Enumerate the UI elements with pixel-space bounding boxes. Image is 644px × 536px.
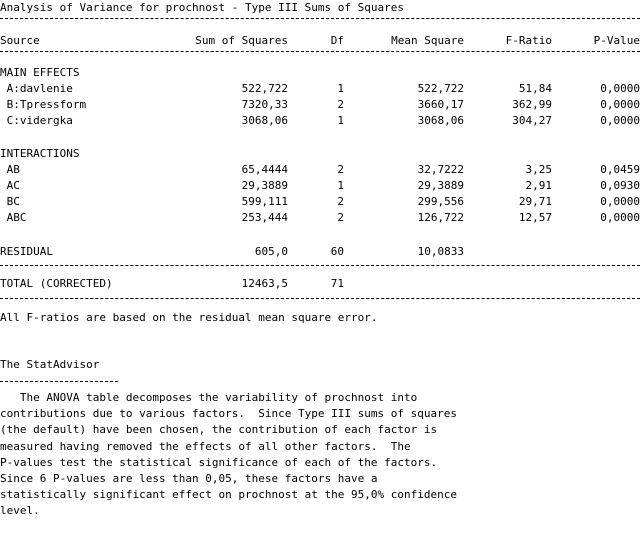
row-source: AB	[0, 163, 20, 176]
row-source: B:Tpressform	[0, 98, 87, 111]
main-effects-label: MAIN EFFECTS	[0, 66, 80, 79]
row-p-value: 0,0000	[600, 211, 640, 224]
total-divider	[0, 298, 640, 299]
row-mean-square: 3068,06	[417, 114, 464, 127]
row-f-ratio: 3,25	[525, 163, 552, 176]
header-df: Df	[330, 34, 344, 47]
row-f-ratio: 51,84	[518, 82, 552, 95]
row-df: 2	[337, 98, 344, 111]
title-divider	[0, 18, 640, 19]
footnote: All F-ratios are based on the residual mean square error.	[0, 311, 378, 324]
header-divider	[0, 51, 640, 52]
row-p-value: 0,0000	[600, 114, 640, 127]
row-sum-of-squares: 29,3889	[241, 179, 288, 192]
advisor-text-line: level.	[0, 504, 40, 517]
advisor-text-line: measured having removed the effects of all other factors. The	[0, 440, 411, 453]
row-sum-of-squares: 65,4444	[241, 163, 288, 176]
row-f-ratio: 12,57	[518, 211, 552, 224]
row-p-value: 0,0459	[600, 163, 640, 176]
advisor-text-line: P-values test the statistical significance of each of the factors.	[0, 456, 438, 469]
advisor-text-line: statistically significant effect on prochnost at the 95,0% confidence	[0, 488, 457, 501]
advisor-title: The StatAdvisor	[0, 358, 100, 371]
row-sum-of-squares: 253,444	[241, 211, 288, 224]
total-df: 71	[330, 277, 344, 290]
row-f-ratio: 362,99	[512, 98, 552, 111]
row-sum-of-squares: 7320,33	[241, 98, 288, 111]
row-sum-of-squares: 522,722	[241, 82, 288, 95]
row-sum-of-squares: 599,111	[241, 195, 288, 208]
row-f-ratio: 304,27	[512, 114, 552, 127]
advisor-text-line: contributions due to various factors. Since Type III sums of squares	[0, 407, 457, 420]
row-source: ABC	[0, 211, 27, 224]
row-p-value: 0,0930	[600, 179, 640, 192]
row-mean-square: 299,556	[417, 195, 464, 208]
header-p-value: P-Value	[593, 34, 640, 47]
advisor-text-line: Since 6 P-values are less than 0,05, these factors have a	[0, 472, 378, 485]
header-sum-of-squares: Sum of Squares	[195, 34, 288, 47]
residual-df: 60	[330, 245, 344, 258]
row-mean-square: 3660,17	[417, 98, 464, 111]
advisor-title-underline	[0, 381, 118, 382]
residual-divider	[0, 265, 640, 266]
header-mean-square: Mean Square	[391, 34, 464, 47]
row-df: 2	[337, 211, 344, 224]
row-sum-of-squares: 3068,06	[241, 114, 288, 127]
row-source: C:vidergka	[0, 114, 73, 127]
row-df: 1	[337, 82, 344, 95]
row-p-value: 0,0000	[600, 82, 640, 95]
row-df: 2	[337, 195, 344, 208]
row-df: 1	[337, 114, 344, 127]
interactions-label: INTERACTIONS	[0, 147, 80, 160]
row-source: A:davlenie	[0, 82, 73, 95]
header-source: Source	[0, 34, 40, 47]
header-f-ratio: F-Ratio	[505, 34, 552, 47]
row-mean-square: 29,3889	[417, 179, 464, 192]
row-mean-square: 126,722	[417, 211, 464, 224]
row-source: AC	[0, 179, 20, 192]
total-sum-of-squares: 12463,5	[241, 277, 288, 290]
row-source: BC	[0, 195, 20, 208]
report-title: Analysis of Variance for prochnost - Type III Sums of Squares	[0, 1, 404, 14]
total-label: TOTAL (CORRECTED)	[0, 277, 113, 290]
row-mean-square: 32,7222	[417, 163, 464, 176]
row-df: 2	[337, 163, 344, 176]
residual-mean-square: 10,0833	[417, 245, 464, 258]
advisor-text-line: The ANOVA table decomposes the variability of prochnost into	[0, 391, 418, 404]
row-f-ratio: 29,71	[518, 195, 552, 208]
residual-label: RESIDUAL	[0, 245, 53, 258]
row-p-value: 0,0000	[600, 98, 640, 111]
row-f-ratio: 2,91	[525, 179, 552, 192]
advisor-text-line: (the default) have been chosen, the contribution of each factor is	[0, 423, 438, 436]
row-mean-square: 522,722	[417, 82, 464, 95]
residual-sum-of-squares: 605,0	[254, 245, 288, 258]
row-df: 1	[337, 179, 344, 192]
row-p-value: 0,0000	[600, 195, 640, 208]
